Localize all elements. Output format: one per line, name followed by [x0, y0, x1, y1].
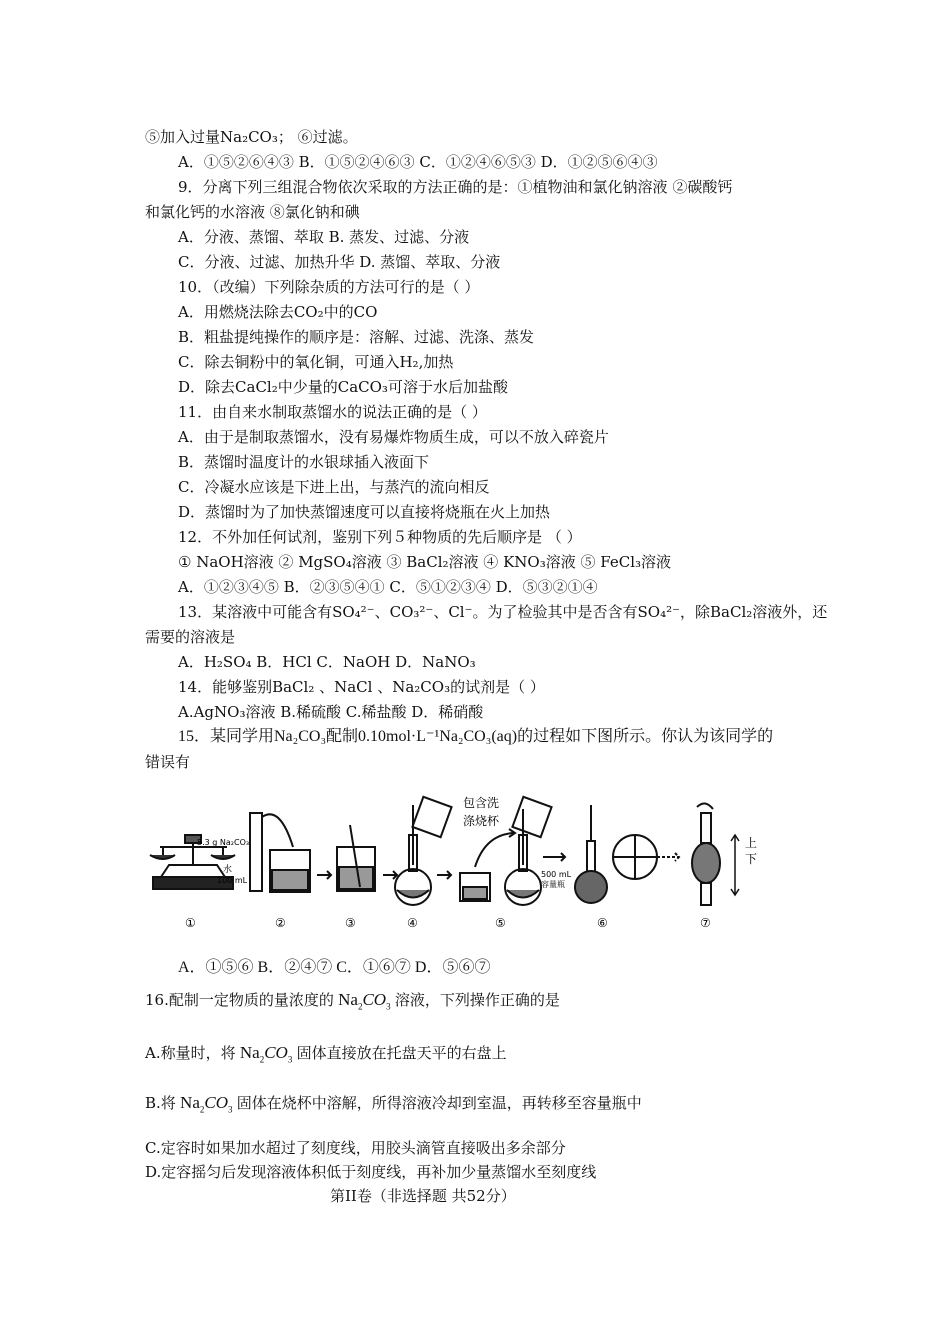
beaker-stir-icon [337, 825, 375, 891]
q11-option-c: C．冷凝水应该是下进上出，与蒸汽的流向相反 [178, 478, 490, 496]
formula-na2co3: $Na_2CO_3$ [338, 990, 391, 1012]
q16-option-d: D.定容摇匀后发现溶液体积低于刻度线，再补加少量蒸馏水至刻度线 [145, 1163, 597, 1181]
magnifier-icon [613, 835, 679, 879]
q13-stem: 13．某溶液中可能含有SO₄²⁻、CO₃²⁻、Cl⁻。为了检验其中是否含有SO₄²⁻，除BaCl₂溶液外，还 [178, 603, 828, 621]
water-label: 水 [223, 865, 233, 875]
q15-stem: 15．某同学用Na₂CO₃配制0.10mol·L⁻¹Na₂CO₃(aq)的过程如下图所示。你认为该同学的 [178, 728, 774, 745]
step-label-5: ⑤ [495, 916, 506, 930]
q13-options: A．H₂SO₄ B．HCl C．NaOH D．NaNO₃ [178, 653, 476, 671]
q14-stem: 14．能够鉴别BaCl₂ 、NaCl 、Na₂CO₃的试剂是（ ） [178, 678, 545, 696]
q10-option-c: C．除去铜粉中的氧化铜，可通入H₂,加热 [178, 353, 454, 371]
q11-option-a: A．由于是制取蒸馏水，没有易爆炸物质生成，可以不放入碎瓷片 [178, 428, 609, 446]
step-label-3: ③ [345, 916, 356, 930]
q12-options: A．①②③④⑤ B．②③⑤④① C．⑤①②③④ D．⑤③②①④ [178, 578, 598, 596]
q11-stem: 11．由自来水制取蒸馏水的说法正确的是（ ） [178, 403, 487, 421]
water-volume-label: 100 mL [217, 876, 248, 885]
down-label: 下 [745, 852, 758, 866]
dropper-flask-icon [575, 805, 607, 903]
step-label-2: ② [275, 916, 286, 930]
formula-na2co3: $Na_2CO_3$ [180, 1093, 233, 1115]
q10-stem: 10．（改编）下列除杂质的方法可行的是（ ） [178, 278, 480, 296]
line-step-5-6: ⑤加入过量Na₂CO₃； ⑥过滤。 [145, 128, 358, 146]
q13-stem-cont: 需要的溶液是 [145, 628, 236, 646]
q10-option-a: A．用燃烧法除去CO₂中的CO [178, 303, 378, 321]
q16-option-c: C.定容时如果加水超过了刻度线，用胶头滴管直接吸出多余部分 [145, 1139, 566, 1157]
flask-transfer-icon [395, 797, 452, 905]
q11-option-d: D．蒸馏时为了加快蒸馏速度可以直接将烧瓶在火上加热 [178, 503, 551, 521]
q12-substances: ① NaOH溶液 ② MgSO₄溶液 ③ BaCl₂溶液 ④ KNO₃溶液 ⑤ FeCl₃溶液 [178, 553, 672, 571]
flask-name-label: 容量瓶 [541, 880, 565, 889]
q15-stem-cont: 错误有 [145, 753, 191, 771]
up-label: 上 [745, 836, 758, 850]
q9-stem-cont: 和氯化钙的水溶液 ⑧氯化钠和碘 [145, 203, 360, 221]
q15-options: A．①⑤⑥ B．②④⑦ C．①⑥⑦ D．⑤⑥⑦ [178, 959, 491, 976]
cylinder-icon [250, 813, 310, 892]
q9-option-ab: A．分液、蒸馏、萃取 B. 蒸发、过滤、分液 [178, 228, 470, 246]
step-label-6: ⑥ [597, 916, 608, 930]
balance-mass-label: 5.3 g Na₂CO₃ [197, 838, 250, 847]
q12-stem: 12．不外加任何试剂，鉴别下列５种物质的先后顺序是 （ ） [178, 528, 582, 546]
q10-option-b: B．粗盐提纯操作的顺序是：溶解、过滤、洗涤、蒸发 [178, 328, 535, 346]
q11-option-b: B．蒸馏时温度计的水银球插入液面下 [178, 453, 430, 471]
q16-option-a: A.称量时，将 $Na_2CO_3$ 固体直接放在托盘天平的右盘上 [145, 1043, 507, 1065]
q9-option-cd: C．分液、过滤、加热升华 D. 蒸馏、萃取、分液 [178, 253, 501, 271]
wash-label-2: 涤烧杯 [463, 814, 500, 828]
wash-label-1: 包含洗 [463, 796, 500, 810]
flask-volume-label: 500 mL [541, 870, 572, 879]
formula-na2co3: $Na_2CO_3$ [239, 1043, 293, 1065]
q8-options: A．①⑤②⑥④③ B．①⑤②④⑥③ C．①②④⑥⑤③ D．①②⑤⑥④③ [178, 153, 658, 171]
section-2-heading: 第II卷（非选择题 共52分） [330, 1187, 516, 1205]
q16-stem: 16.配制一定物质的量浓度的 $Na_2CO_3$ 溶液，下列操作正确的是 [145, 990, 560, 1012]
q9-stem: 9．分离下列三组混合物依次采取的方法正确的是：①植物油和氯化钠溶液 ②碳酸钙 [178, 178, 733, 196]
up-down-arrow-icon [731, 835, 739, 895]
step-label-4: ④ [407, 916, 418, 930]
inverting-flask-icon [692, 803, 720, 905]
q16-option-b: B.将 $Na_2CO_3$ 固体在烧杯中溶解，所得溶液冷却到室温，再转移至容量瓶中 [145, 1093, 642, 1115]
q10-option-d: D．除去CaCl₂中少量的CaCO₃可溶于水后加盐酸 [178, 378, 508, 396]
q14-options: A.AgNO₃溶液 B.稀硫酸 C.稀盐酸 D．稀硝酸 [178, 703, 484, 721]
step-label-1: ① [185, 916, 196, 930]
solution-preparation-figure [145, 795, 785, 940]
step-label-7: ⑦ [700, 916, 711, 930]
